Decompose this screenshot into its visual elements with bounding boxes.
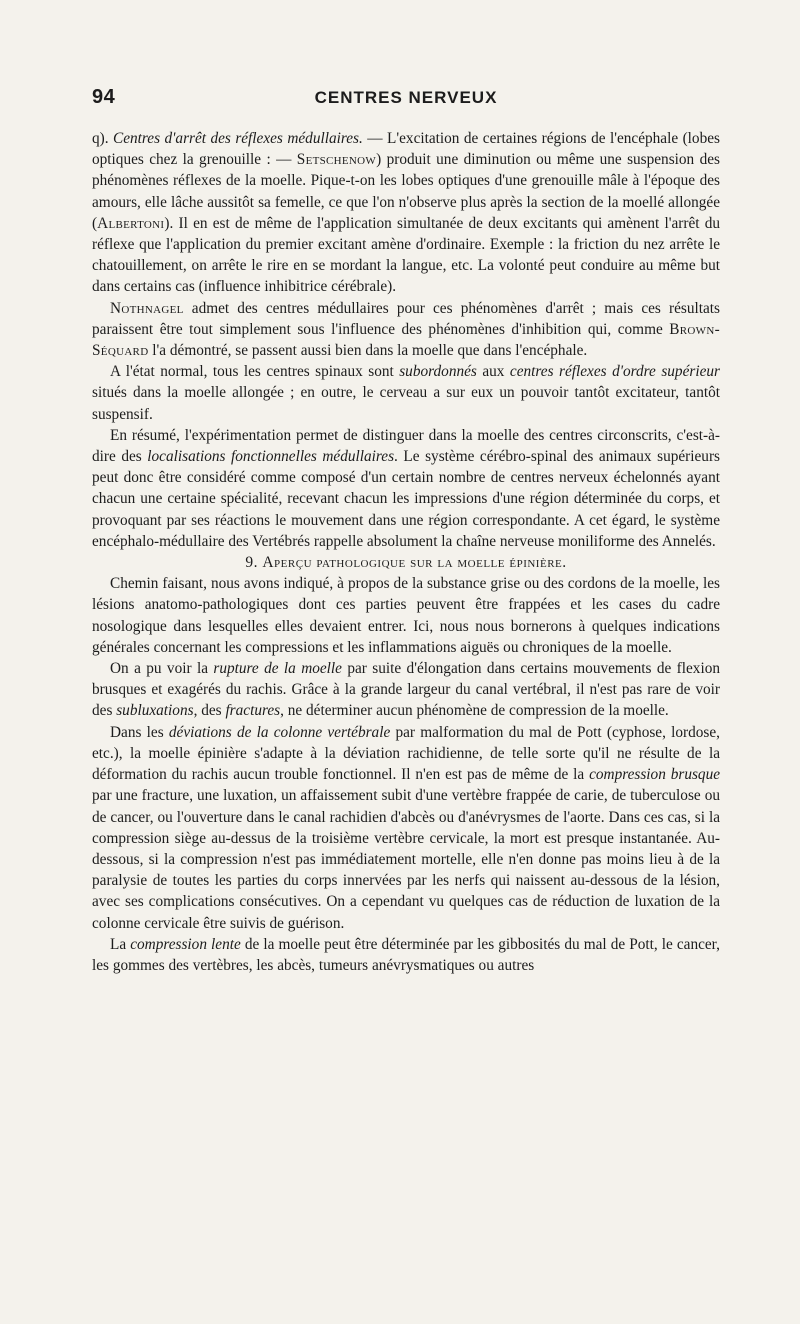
paragraph-q-intro	[92, 128, 720, 298]
paragraph-chemin-faisant: Chemin faisant, nous avons indiqué, à propos de la substance grise ou des cordons de la moelle, les lésions anatomo-pathologiques dont ces parties peuvent être frappées et les cases du cadre nosologique dans lesquelles elles devaient entrer. Ici, nous nous bornerons à quelques indications générales concernant les compressions et les inflammations aiguës ou chroniques de la moelle.	[92, 575, 720, 656]
text-run: ) produit une diminution ou même une suspension des phénomènes réflexes de la moelle. Pique-t-on les lobes optiques d'une grenouille mâle à l'époque des amours, elle lâche aussitôt sa femelle, ce que l'on n'observe plus après la section de la moellé allongée (	[92, 151, 720, 232]
text-run: A l'état normal, tous les centres spinaux sont	[110, 363, 400, 381]
text-run: — L'excitation de certaines régions de l'encéphale (lobes optiques chez la grenouille : —	[92, 130, 720, 169]
text-run: de la moelle peut être déterminée par les gibbosités du mal de Pott, le cancer, les gommes des vertèbres, les abcès, tumeurs anévrysmatiques ou autres	[92, 935, 720, 974]
emphasis: fractures	[225, 702, 281, 720]
paragraph-deviations	[92, 722, 720, 934]
emphasis: subordonnés	[399, 363, 477, 381]
text-run: , ne déterminer aucun phénomène de compression de la moelle.	[280, 702, 669, 720]
page-body	[92, 128, 720, 976]
author-name: Brown-Séquard	[92, 320, 720, 360]
paragraph-compression-lente	[92, 934, 720, 976]
author-name: Nothnagel	[110, 299, 184, 317]
emphasis: déviations de la colonne vertébrale	[168, 723, 391, 741]
emphasis: subluxations	[116, 702, 194, 720]
text-run: l'a démontré, se passent aussi bien dans la moelle que dans l'encéphale.	[148, 342, 588, 360]
text-run: ). Il en est de même de l'application simultanée de deux excitants qui amènent l'arrêt du réflexe que l'application du premier excitant amène d'ordinaire. Exemple : la friction du nez arrête le chatouillement, on arrête le rire en se mordant la langue, etc. La volonté peut conduire au même but dans certains cas (influence inhibitrice cérébrale).	[92, 214, 720, 296]
running-head: CENTRES NERVEUX	[314, 88, 498, 107]
subsection-title: Centres d'arrêt des réflexes médullaires.	[113, 130, 363, 147]
section-heading	[92, 552, 720, 573]
text-run: situés dans la moelle allongée ; en outre, le cerveau a sur eux un pouvoir tantôt excitateur, tantôt suspensif.	[92, 384, 720, 423]
item-marker: q).	[92, 130, 114, 147]
paragraph-etat-normal	[92, 361, 720, 425]
text-run: par une fracture, une luxation, un affaissement subit d'une vertèbre frappée de carie, de tuberculose ou de cancer, ou l'ouverture dans le canal rachidien d'abcès ou d'anévrysmes de l'aorte. Dans ces cas, si la compression siège au-dessus de la troisième vertèbre cervicale, la mort est presque instantanée. Au-dessous, si la compression n'est pas immédiatement mortelle, elle n'en donne pas moins lieu à de la paralysie de toutes les parties du corps innervées par les nerfs qui naissent au-dessous de la lésion, avec ses complications consécutives. On a cependant vu quelques cas de réduction de luxation de la colonne cervicale être suivis de guérison.	[92, 787, 720, 932]
emphasis: localisations fonctionnelles médullaires	[147, 448, 395, 466]
text-run: aux	[476, 363, 510, 381]
paragraph-resume	[92, 425, 720, 552]
text-run: . Le système cérébro-spinal des animaux supérieurs peut donc être considéré comme composé d'un certain nombre de centres nerveux échelonnés ayant chacun une certaine spécialité, recevant chacun les impressions d'une région déterminée du corps, et provoquant par ses réactions le mouvement dans une région correspondante. A cet égard, le système encéphalo-médullaire des Vertébrés rappelle absolument la chaîne nerveuse moniliforme des Annelés.	[92, 448, 720, 550]
text-run: par suite d'élongation dans certains mouvements de flexion brusques et exagérés du rachis. Grâce à la grande largeur du canal vertébral, il n'est pas rare de voir des	[92, 660, 720, 720]
text-run: Dans les	[110, 723, 169, 741]
text-run: La	[110, 935, 131, 953]
text-run: En résumé, l'expérimentation permet de distinguer dans la moelle des centres circonscrits, c'est-à-dire des	[92, 426, 720, 466]
paragraph-nothnagel	[92, 298, 720, 362]
author-name: Setschenow	[296, 151, 377, 169]
text-run: On a pu voir la	[110, 660, 214, 678]
emphasis: rupture de la moelle	[213, 660, 342, 678]
emphasis: centres réflexes d'ordre supérieur	[509, 363, 720, 381]
author-name: Albertoni	[97, 214, 165, 232]
section-heading-text: Aperçu pathologique sur la moelle épinière.	[262, 554, 567, 572]
page-number: 94	[92, 86, 116, 108]
emphasis: compression brusque	[589, 766, 721, 784]
emphasis: compression lente	[130, 935, 241, 953]
text-run: , des	[193, 702, 226, 720]
section-number: 9.	[245, 554, 263, 572]
text-run: admet des centres médullaires pour ces phénomènes d'arrêt ; mais ces résultats paraissent être tout simplement sous l'influence des phénomènes d'inhibition qui, comme	[92, 299, 720, 338]
paragraph-rupture	[92, 658, 720, 722]
page-header	[92, 86, 720, 110]
text-run: par malformation du mal de Pott (cyphose, lordose, etc.), la moelle épinière s'adapte à la déviation rachidienne, de telle sorte qu'il ne résulte de la déformation du rachis aucun trouble fonctionnel. Il n'en est pas de même de la	[92, 723, 720, 784]
